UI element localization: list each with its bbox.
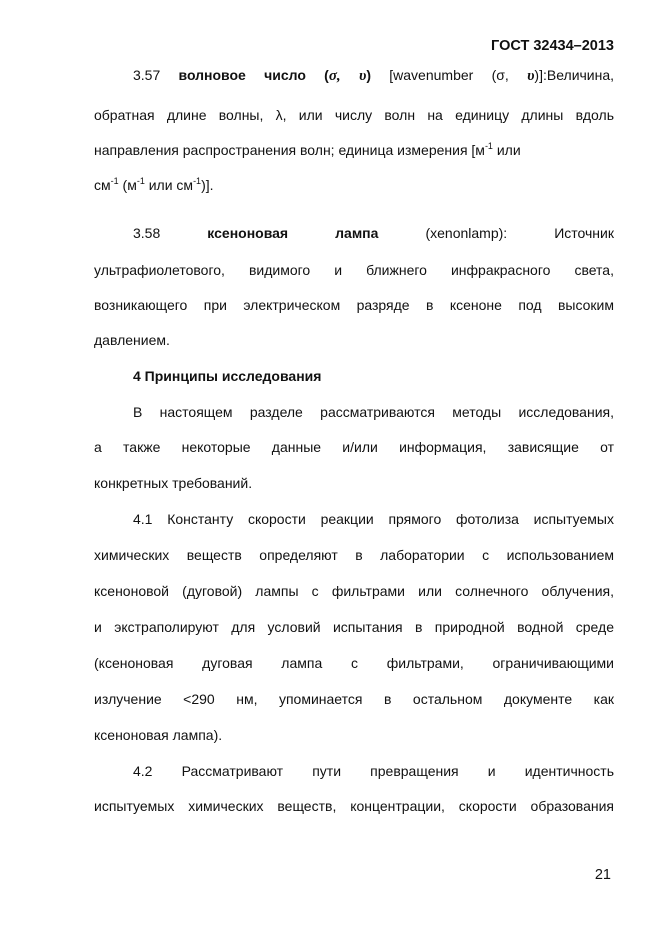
def-357-term: волновое число (178, 67, 306, 83)
para-41-line-7: ксеноновая лампа). (94, 727, 223, 743)
def-358-english: (xenonlamp): (425, 225, 508, 241)
para-41-line-4: и экстраполируют для условий испытания в природной водной среде (94, 619, 614, 635)
para-42-line-1: 4.2 Рассматривают пути превращения и идентичность (133, 763, 614, 779)
sigma-symbol: σ, (328, 68, 341, 84)
page-number: 21 (594, 867, 611, 883)
para-intro-line-2: а также некоторые данные и/или информация, зависящие от (94, 439, 614, 455)
def-357-line-1 (133, 66, 614, 85)
section-4-heading: 4 Принципы исследования (133, 368, 322, 384)
standard-header: ГОСТ 32434–2013 (491, 38, 614, 54)
para-41-line-3: ксеноновой (дуговой) лампы с фильтрами или солнечного облучения, (94, 583, 614, 599)
def-358-line-3: возникающего при электрическом разряде в ксеноне под высоким (94, 297, 614, 313)
def-357-line-4: $см^{-1}$ ($м^{-1}$ или $см^{-1}$)]. (94, 176, 214, 193)
def-358-number: 3.58 (133, 225, 161, 241)
para-42-line-2: испытуемых химических веществ, концентрации, скорости образования (94, 798, 614, 814)
para-intro-line-1: В настоящем разделе рассматриваются методы исследования, (133, 404, 614, 420)
def-358-term-1: ксеноновая (207, 225, 289, 241)
def-358-term-2: лампа (335, 225, 379, 241)
def-357-english-open: [wavenumber (σ, (389, 67, 509, 83)
def-358-line-4: давлением. (94, 332, 170, 348)
para-41-line-6: излучение <290 нм, упоминается в остальном документе как (94, 691, 614, 707)
def-357-number: 3.57 (133, 67, 161, 83)
def-358-word: Источник (554, 225, 614, 241)
para-intro-line-3: конкретных требований. (94, 475, 253, 491)
def-358-line-2: ультрафиолетового, видимого и ближнего инфракрасного света, (94, 262, 614, 278)
def-358-line-1 (133, 224, 614, 242)
para-41-line-2: химических веществ определяют в лаборатории с использованием (94, 547, 614, 563)
def-357-line-3: направления распространения волн; единица измерения [$м^{-1}$ или (94, 141, 521, 158)
para-41-line-1: 4.1 Константу скорости реакции прямого фотолиза испытуемых (133, 511, 614, 527)
para-41-line-5: (ксеноновая дуговая лампа с фильтрами, ограничивающими (94, 655, 614, 671)
def-357-sym-open: ( (324, 67, 329, 83)
def-357-sym-close: ) (366, 67, 371, 83)
english-nu-symbol: υ (527, 68, 535, 84)
def-357-english-close: )]:Величина, (534, 67, 615, 83)
def-357-line-2: обратная длине волны, λ, или числу волн на единицу длины вдоль (94, 107, 614, 123)
nu-symbol: υ (358, 68, 367, 84)
